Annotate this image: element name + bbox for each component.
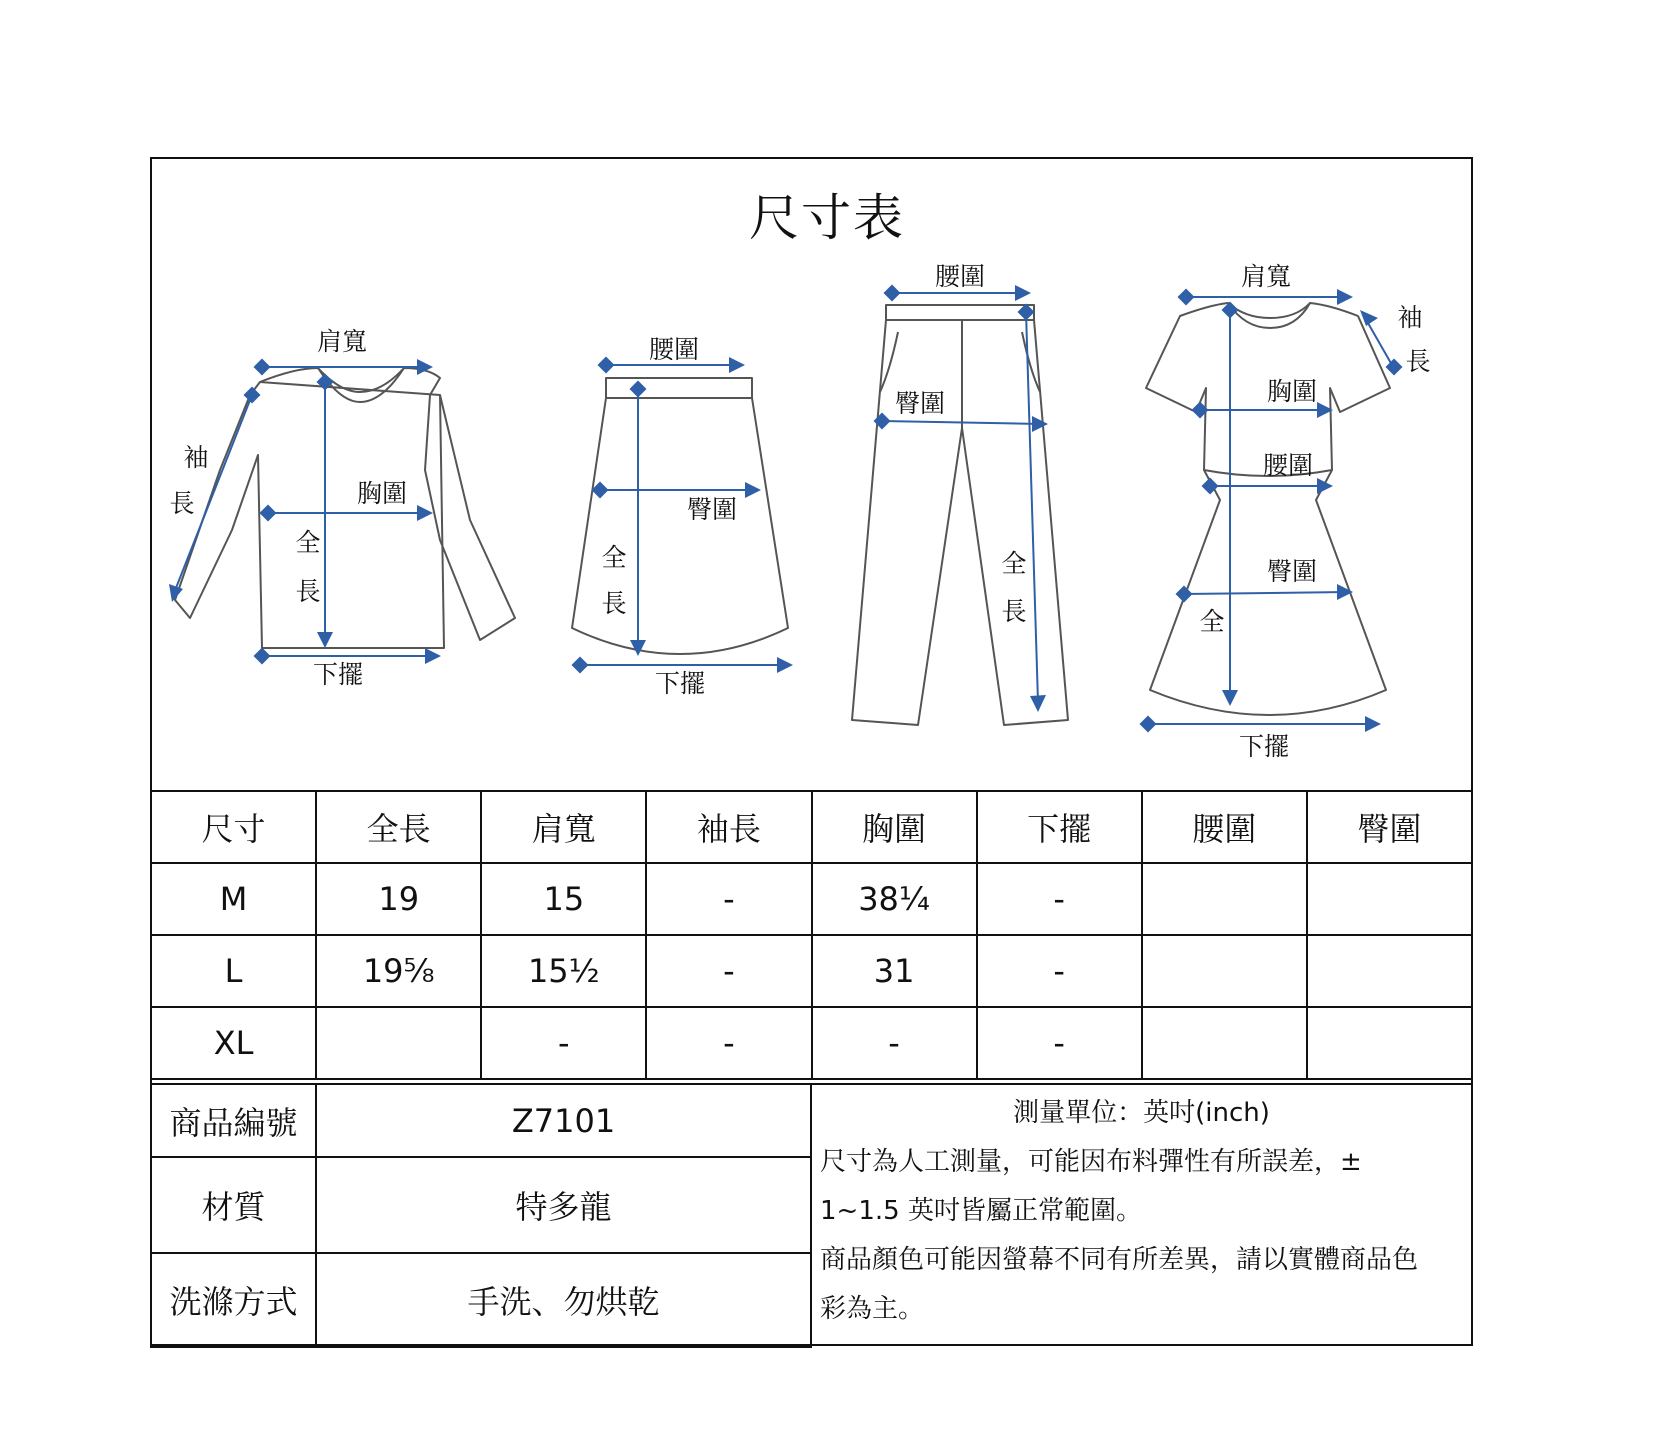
table-cell: -: [977, 1007, 1142, 1079]
table-cell: L: [151, 935, 316, 1007]
measurement-unit: 測量單位：英吋(inch): [1013, 1098, 1270, 1128]
table-cell: -: [646, 1007, 811, 1079]
header-waist: 腰圍: [1142, 791, 1307, 863]
dress-shoulder-label: 肩寬: [1240, 262, 1292, 291]
header-size: 尺寸: [151, 791, 316, 863]
table-cell: [1307, 1007, 1472, 1079]
product-code-value: Z7101: [316, 1084, 811, 1157]
header-sleeve: 袖長: [646, 791, 811, 863]
size-table: [150, 790, 1473, 1080]
table-cell: -: [812, 1007, 977, 1079]
table-cell: [1307, 863, 1472, 935]
table-cell: 15½: [481, 935, 646, 1007]
table-cell: [1307, 935, 1472, 1007]
shirt-length-label-2: 長: [295, 577, 321, 606]
table-cell: XL: [151, 1007, 316, 1079]
dress-length-label: 全: [1199, 607, 1225, 636]
product-code-label: 商品編號: [151, 1084, 316, 1157]
pants-length-label-1: 全: [1001, 549, 1027, 578]
shirt-hem-label: 下擺: [312, 660, 364, 689]
header-hip: 臀圍: [1307, 791, 1472, 863]
table-cell: 38¼: [812, 863, 977, 935]
product-info-table: [150, 1083, 812, 1348]
material-value: 特多龍: [316, 1157, 811, 1253]
table-cell: -: [977, 935, 1142, 1007]
table-cell: [1142, 863, 1307, 935]
table-row: [151, 1007, 1472, 1079]
wash-row: [151, 1253, 811, 1347]
pants-waist-label: 腰圍: [934, 262, 986, 291]
dress-hem-label: 下擺: [1238, 732, 1290, 761]
table-cell: 19⅝: [316, 935, 481, 1007]
table-cell: 15: [481, 863, 646, 935]
skirt-length-label-1: 全: [601, 543, 627, 572]
product-info: [150, 1083, 1473, 1346]
dress-waist-label: 腰圍: [1262, 451, 1314, 480]
header-length: 全長: [316, 791, 481, 863]
note-line: 1~1.5 英吋皆屬正常範圍。: [820, 1196, 1142, 1226]
shirt-diagram: [169, 327, 515, 689]
table-cell: 19: [316, 863, 481, 935]
note-line: 彩為主。: [820, 1294, 925, 1324]
table-cell: -: [977, 863, 1142, 935]
skirt-hem-label: 下擺: [654, 669, 706, 698]
table-cell: [1142, 1007, 1307, 1079]
note-line: 尺寸為人工測量，可能因布料彈性有所誤差，±: [820, 1147, 1362, 1177]
shirt-sleeve-label-1: 袖: [183, 443, 209, 472]
header-chest: 胸圍: [812, 791, 977, 863]
shirt-shoulder-label: 肩寬: [316, 327, 368, 356]
table-cell: M: [151, 863, 316, 935]
skirt-hip-label: 臀圍: [686, 495, 738, 524]
pants-length-label-2: 長: [1001, 597, 1027, 626]
dress-sleeve-label-2: 長: [1405, 347, 1431, 376]
dress-diagram: [1140, 262, 1431, 761]
header-shoulder: 肩寬: [481, 791, 646, 863]
dress-hip-label: 臀圍: [1266, 557, 1318, 586]
skirt-length-label-2: 長: [601, 589, 627, 618]
product-code-row: [151, 1084, 811, 1157]
measurement-notes: [810, 1083, 1473, 1346]
note-line: 商品顏色可能因螢幕不同有所差異，請以實體商品色: [820, 1245, 1419, 1275]
material-label: 材質: [151, 1157, 316, 1253]
table-cell: -: [481, 1007, 646, 1079]
table-row: [151, 935, 1472, 1007]
size-table-header: [151, 791, 1472, 863]
wash-label: 洗滌方式: [151, 1253, 316, 1347]
dress-sleeve-label-1: 袖: [1397, 303, 1423, 332]
pants-diagram: [852, 262, 1068, 725]
table-cell: -: [646, 863, 811, 935]
material-row: [151, 1157, 811, 1253]
skirt-waist-label: 腰圍: [648, 335, 700, 364]
table-row: [151, 863, 1472, 935]
table-cell: -: [646, 935, 811, 1007]
table-cell: [316, 1007, 481, 1079]
shirt-chest-label: 胸圍: [356, 479, 408, 508]
shirt-length-label-1: 全: [295, 528, 321, 557]
table-cell: [1142, 935, 1307, 1007]
skirt-diagram: [572, 335, 793, 698]
table-cell: 31: [812, 935, 977, 1007]
shirt-sleeve-label-2: 長: [169, 489, 195, 518]
pants-hip-label: 臀圍: [894, 389, 946, 418]
dress-chest-label: 胸圍: [1266, 377, 1318, 406]
chart-title: 尺寸表: [749, 189, 905, 247]
header-hem: 下擺: [977, 791, 1142, 863]
wash-value: 手洗、勿烘乾: [316, 1253, 811, 1347]
